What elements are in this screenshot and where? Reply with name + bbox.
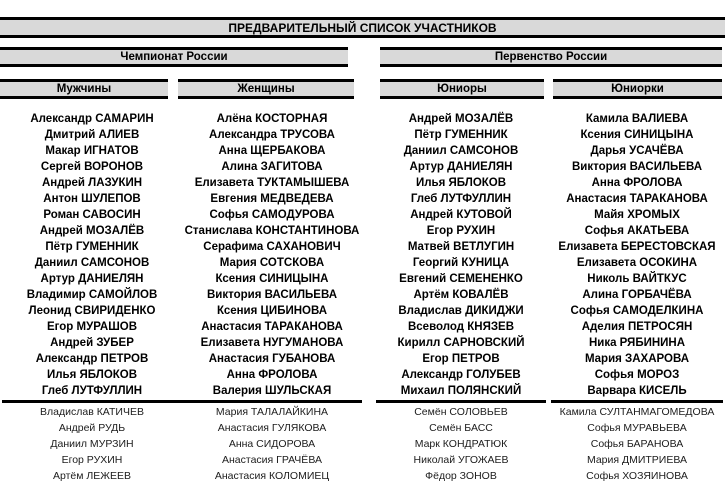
column-header-label: Мужчины <box>56 83 112 95</box>
reserve-participant-name: Камила СУЛТАНМАГОМЕДОВА <box>559 406 715 419</box>
reserve-participant-name: Анастасия ГУЛЯКОВА <box>217 422 327 435</box>
section-header-championship <box>0 47 348 67</box>
reserve-participant-name: Анастасия КОЛОМИЕЦ <box>214 469 330 482</box>
reserve-list-junior-men <box>376 405 546 484</box>
participant-name: Софья МОРОЗ <box>594 369 680 381</box>
reserve-participant-name: Егор РУХИН <box>61 453 123 466</box>
participant-name: Андрей КУТОВОЙ <box>410 209 512 221</box>
participant-name: Георгий КУНИЦА <box>412 257 510 269</box>
reserve-participant-name: Софья ХОЗЯИНОВА <box>586 469 688 482</box>
participant-name: Михаил ПОЛЯНСКИЙ <box>400 385 522 397</box>
reserve-participant-name: Фёдор ЗОНОВ <box>425 469 497 482</box>
column-men <box>2 111 182 483</box>
reserve-participant-name: Семён СОЛОВЬЕВ <box>414 406 508 419</box>
main-list-men <box>2 111 182 399</box>
participant-name: Анастасия ТАРАКАНОВА <box>201 321 343 333</box>
reserve-divider <box>182 400 362 403</box>
participant-name: Владимир САМОЙЛОВ <box>26 289 158 301</box>
participant-name: Глеб ЛУТФУЛЛИН <box>410 193 512 205</box>
participant-name: Пётр ГУМЕННИК <box>414 129 508 141</box>
participant-name: Серафима САХАНОВИЧ <box>203 241 341 253</box>
participant-name: Мария СОТСКОВА <box>219 257 325 269</box>
reserve-divider <box>376 400 546 403</box>
reserve-participant-name: Марк КОНДРАТЮК <box>414 437 508 450</box>
participant-name: Мария ЗАХАРОВА <box>584 353 690 365</box>
column-junior-women <box>551 111 723 483</box>
column-header-junior-men <box>380 79 544 99</box>
participant-name: Анастасия ГУБАНОВА <box>208 353 336 365</box>
column-header-women <box>178 79 354 99</box>
participant-name: Александра ТРУСОВА <box>209 129 335 141</box>
reserve-participant-name: Анастасия ГРАЧЁВА <box>222 453 322 466</box>
participant-name: Валерия ШУЛЬСКАЯ <box>212 385 332 397</box>
title-bar <box>0 17 725 38</box>
main-list-junior-women <box>551 111 723 399</box>
participant-name: Артур ДАНИЕЛЯН <box>40 273 144 285</box>
participant-name: Матвей ВЕТЛУГИН <box>407 241 515 253</box>
participant-name: Алёна КОСТОРНАЯ <box>216 113 328 125</box>
participant-name: Андрей ЛАЗУКИН <box>41 177 143 189</box>
reserve-participant-name: Андрей РУДЬ <box>58 422 126 435</box>
column-header-label: Женщины <box>237 83 295 95</box>
page-title: ПРЕДВАРИТЕЛЬНЫЙ СПИСОК УЧАСТНИКОВ <box>228 20 497 35</box>
participant-name: Артём КОВАЛЁВ <box>413 289 509 301</box>
participant-name: Майя ХРОМЫХ <box>594 209 680 221</box>
reserve-participant-name: Софья МУРАВЬЕВА <box>587 422 687 435</box>
participant-name: Антон ШУЛЕПОВ <box>43 193 141 205</box>
participant-name: Дарья УСАЧЁВА <box>590 145 684 157</box>
participant-name: Даниил САМСОНОВ <box>403 145 519 157</box>
reserve-participant-name: Мария ТАЛАЛАЙКИНА <box>215 406 329 419</box>
participant-name: Егор ПЕТРОВ <box>422 353 500 365</box>
participant-name: Николь ВАЙТКУС <box>587 273 687 285</box>
participant-name: Даниил САМСОНОВ <box>34 257 150 269</box>
participant-name: Ксения ЦИБИНОВА <box>216 305 328 317</box>
section-header-pervenstvo <box>380 47 722 67</box>
participant-name: Александр ПЕТРОВ <box>35 353 149 365</box>
participant-name: Анна ФРОЛОВА <box>591 177 683 189</box>
participant-name: Евгений СЕМЕНЕНКО <box>399 273 523 285</box>
participant-name: Анастасия ТАРАКАНОВА <box>566 193 708 205</box>
participant-name: Алина ЗАГИТОВА <box>221 161 323 173</box>
participant-name: Егор РУХИН <box>426 225 496 237</box>
participant-name: Андрей МОЗАЛЁВ <box>408 113 514 125</box>
reserve-participant-name: Анна СИДОРОВА <box>228 437 316 450</box>
participant-name: Камила ВАЛИЕВА <box>585 113 689 125</box>
participant-name: Пётр ГУМЕННИК <box>45 241 139 253</box>
column-junior-men <box>376 111 546 483</box>
participant-name: Илья ЯБЛОКОВ <box>415 177 507 189</box>
participant-name: Ксения СИНИЦЫНА <box>215 273 329 285</box>
participant-name: Кирилл САРНОВСКИЙ <box>397 337 525 349</box>
participant-name: Анна ЩЕРБАКОВА <box>218 145 326 157</box>
participant-name: Леонид СВИРИДЕНКО <box>28 305 156 317</box>
participant-name: Егор МУРАШОВ <box>46 321 138 333</box>
participant-name: Артур ДАНИЕЛЯН <box>409 161 513 173</box>
participant-name: Софья САМОДУРОВА <box>209 209 335 221</box>
participant-name: Илья ЯБЛОКОВ <box>46 369 138 381</box>
reserve-divider <box>2 400 182 403</box>
participant-name: Виктория ВАСИЛЬЕВА <box>207 289 337 301</box>
participant-name: Андрей МОЗАЛЁВ <box>39 225 145 237</box>
participant-name: Всеволод КНЯЗЕВ <box>407 321 515 333</box>
column-header-label: Юниорки <box>611 83 664 95</box>
column-header-men <box>0 79 168 99</box>
reserve-list-junior-women <box>551 405 723 484</box>
reserve-list-women <box>182 405 362 484</box>
participant-name: Софья САМОДЕЛКИНА <box>570 305 704 317</box>
participant-name: Ксения СИНИЦЫНА <box>580 129 694 141</box>
reserve-divider <box>551 400 723 403</box>
participant-name: Ника РЯБИНИНА <box>588 337 686 349</box>
participant-name: Аделия ПЕТРОСЯН <box>581 321 693 333</box>
participant-name: Софья АКАТЬЕВА <box>584 225 690 237</box>
participant-name: Алина ГОРБАЧЁВА <box>582 289 692 301</box>
participant-name: Александр ГОЛУБЕВ <box>401 369 521 381</box>
main-list-women <box>182 111 362 399</box>
participant-name: Елизавета НУГУМАНОВА <box>200 337 344 349</box>
participant-name: Андрей ЗУБЕР <box>50 337 134 349</box>
reserve-participant-name: Николай УГОЖАЕВ <box>413 453 509 466</box>
participant-name: Роман САВОСИН <box>43 209 141 221</box>
participant-name: Дмитрий АЛИЕВ <box>44 129 140 141</box>
reserve-list-men <box>2 405 182 484</box>
reserve-participant-name: Владислав КАТИЧЕВ <box>40 406 144 419</box>
section-label: Первенство России <box>494 51 608 63</box>
column-women <box>182 111 362 483</box>
reserve-participant-name: Мария ДМИТРИЕВА <box>586 453 688 466</box>
participant-name: Елизавета ТУКТАМЫШЕВА <box>194 177 350 189</box>
reserve-participant-name: Даниил МУРЗИН <box>50 437 134 450</box>
participant-name: Сергей ВОРОНОВ <box>40 161 144 173</box>
participant-name: Елизавета ОСОКИНА <box>576 257 698 269</box>
participant-name: Елизавета БЕРЕСТОВСКАЯ <box>558 241 716 253</box>
participant-name: Анна ФРОЛОВА <box>226 369 318 381</box>
column-header-junior-women <box>553 79 722 99</box>
reserve-participant-name: Семён БАСС <box>429 422 493 435</box>
reserve-participant-name: Артём ЛЕЖЕЕВ <box>53 469 131 482</box>
main-list-junior-men <box>376 111 546 399</box>
participant-name: Глеб ЛУТФУЛЛИН <box>41 385 143 397</box>
column-header-label: Юниоры <box>437 83 487 95</box>
participant-name: Варвара КИСЕЛЬ <box>587 385 687 397</box>
participant-name: Владислав ДИКИДЖИ <box>398 305 524 317</box>
section-label: Чемпионат России <box>120 51 228 63</box>
participant-name: Александр САМАРИН <box>30 113 154 125</box>
participant-name: Макар ИГНАТОВ <box>45 145 139 157</box>
participant-name: Станислава КОНСТАНТИНОВА <box>184 225 360 237</box>
participant-name: Виктория ВАСИЛЬЕВА <box>572 161 702 173</box>
participant-name: Евгения МЕДВЕДЕВА <box>210 193 334 205</box>
reserve-participant-name: Софья БАРАНОВА <box>590 437 684 450</box>
